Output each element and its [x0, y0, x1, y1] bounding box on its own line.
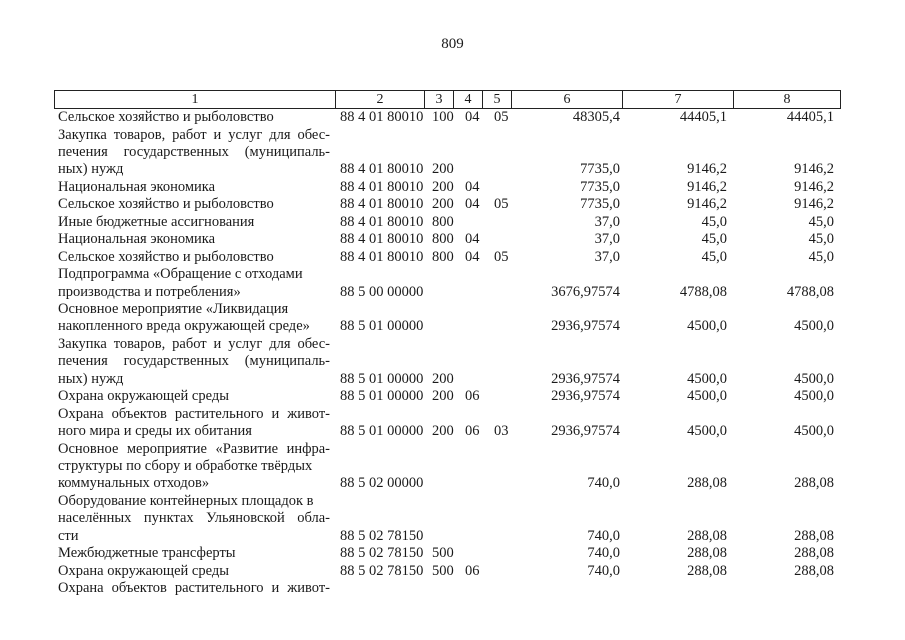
line-text: коммунальных отходов»	[58, 475, 210, 492]
expense-type-code: 200	[432, 388, 454, 405]
column-header-8: 8	[734, 91, 841, 109]
amount-col-8: 44405,1	[786, 109, 834, 125]
amount-col-6: 740,0	[587, 527, 620, 544]
table-row	[0, 178, 905, 196]
amount-col-8: 45,0	[808, 231, 834, 248]
line-text: Охрана окружающей среды	[58, 562, 229, 579]
amount-col-7: 288,08	[687, 475, 727, 492]
line-text: Охрана объектов растительного и живот-	[58, 580, 330, 597]
table-row	[0, 457, 905, 475]
amount-col-7: 9146,2	[687, 161, 727, 178]
expense-type-code: 800	[432, 248, 454, 265]
amount-col-6: 2936,97574	[551, 318, 620, 335]
section-code: 04	[465, 178, 480, 195]
line-text: Сельское хозяйство и рыболовство	[58, 109, 274, 125]
amount-col-8: 4500,0	[794, 388, 834, 405]
section-code: 06	[465, 562, 480, 579]
line-text: Основное мероприятие «Ликвидация	[58, 300, 289, 317]
line-text: накопленного вреда окружающей среде»	[58, 318, 310, 335]
table-row	[0, 143, 905, 161]
line-text: Межбюджетные трансферты	[58, 545, 236, 562]
amount-col-8: 45,0	[808, 248, 834, 265]
line-text: Охрана окружающей среды	[58, 388, 229, 405]
amount-col-6: 3676,97574	[551, 283, 620, 300]
amount-col-8: 288,08	[794, 545, 834, 562]
amount-col-8: 9146,2	[794, 178, 834, 195]
table-row	[0, 265, 905, 283]
table-row	[0, 283, 905, 301]
expense-type-code: 200	[432, 178, 454, 195]
section-code: 06	[465, 423, 480, 440]
line-text: Основное мероприятие «Развитие инфра-	[58, 440, 330, 457]
column-header-7: 7	[623, 91, 734, 109]
amount-col-6: 37,0	[594, 213, 620, 230]
table-row	[0, 126, 905, 144]
target-code: 88 4 01 80010	[340, 231, 424, 248]
amount-col-8: 288,08	[794, 562, 834, 579]
target-code: 88 5 02 78150	[340, 527, 424, 544]
amount-col-8: 288,08	[794, 475, 834, 492]
line-text: производства и потребления»	[58, 283, 241, 300]
target-code: 88 5 00 00000	[340, 283, 424, 300]
section-code: 04	[465, 109, 480, 125]
table-row	[0, 213, 905, 231]
amount-col-8: 4500,0	[794, 318, 834, 335]
amount-col-7: 4500,0	[687, 370, 727, 387]
table-row	[0, 579, 905, 597]
amount-col-7: 288,08	[687, 527, 727, 544]
expense-type-code: 800	[432, 231, 454, 248]
target-code: 88 4 01 80010	[340, 248, 424, 265]
target-code: 88 5 01 00000	[340, 388, 424, 405]
target-code: 88 5 02 78150	[340, 562, 424, 579]
table-row	[0, 422, 905, 440]
table-row	[0, 474, 905, 492]
target-code: 88 4 01 80010	[340, 196, 424, 213]
column-header-table	[54, 90, 841, 109]
target-code: 88 4 01 80010	[340, 109, 424, 125]
table-row	[0, 509, 905, 527]
amount-col-6: 37,0	[594, 248, 620, 265]
target-code: 88 5 01 00000	[340, 318, 424, 335]
target-code: 88 5 01 00000	[340, 423, 424, 440]
page-number: 809	[441, 36, 464, 52]
line-text: ных) нужд	[58, 370, 124, 387]
table-row	[0, 527, 905, 545]
table-row	[0, 300, 905, 318]
section-code: 06	[465, 388, 480, 405]
subsection-code: 05	[494, 109, 509, 125]
line-text: ных) нужд	[58, 161, 124, 178]
column-header-4: 4	[454, 91, 483, 109]
amount-col-7: 288,08	[687, 545, 727, 562]
subsection-code: 05	[494, 196, 509, 213]
section-code: 04	[465, 248, 480, 265]
table-row	[0, 195, 905, 213]
amount-col-6: 740,0	[587, 562, 620, 579]
amount-col-6: 7735,0	[580, 178, 620, 195]
column-header-2: 2	[336, 91, 425, 109]
column-header-6: 6	[512, 91, 623, 109]
table-row	[0, 248, 905, 266]
target-code: 88 4 01 80010	[340, 213, 424, 230]
target-code: 88 4 01 80010	[340, 178, 424, 195]
line-text: Охрана объектов растительного и живот-	[58, 405, 330, 422]
line-text: ного мира и среды их обитания	[58, 423, 252, 440]
table-row	[0, 492, 905, 510]
amount-col-7: 4788,08	[679, 283, 727, 300]
line-text: Национальная экономика	[58, 231, 216, 248]
line-text: Сельское хозяйство и рыболовство	[58, 196, 274, 213]
line-text: Закупка товаров, работ и услуг для обес-	[58, 126, 330, 143]
expense-type-code: 200	[432, 196, 454, 213]
line-text: структуры по сбору и обработке твёрдых	[58, 458, 313, 474]
amount-col-6: 740,0	[587, 545, 620, 562]
table-row	[0, 335, 905, 353]
subsection-code: 03	[494, 423, 509, 440]
table-row	[0, 352, 905, 370]
target-code: 88 5 02 78150	[340, 545, 424, 562]
amount-col-6: 2936,97574	[551, 370, 620, 387]
line-text: сти	[58, 527, 79, 544]
amount-col-7: 4500,0	[687, 423, 727, 440]
amount-col-7: 45,0	[701, 231, 727, 248]
table-row	[0, 230, 905, 248]
amount-col-7: 4500,0	[687, 388, 727, 405]
amount-col-8: 4500,0	[794, 423, 834, 440]
amount-col-7: 4500,0	[687, 318, 727, 335]
line-text: Национальная экономика	[58, 178, 216, 195]
section-code: 04	[465, 196, 480, 213]
amount-col-7: 45,0	[701, 213, 727, 230]
expense-type-code: 200	[432, 423, 454, 440]
section-code: 04	[465, 231, 480, 248]
amount-col-6: 48305,4	[572, 109, 620, 125]
line-text: населённых пунктах Ульяновской обла-	[58, 510, 330, 527]
target-code: 88 4 01 80010	[340, 161, 424, 178]
table-row	[0, 440, 905, 458]
amount-col-7: 9146,2	[687, 178, 727, 195]
table-row	[0, 160, 905, 178]
column-header-3: 3	[425, 91, 454, 109]
line-text: печения государственных (муниципаль-	[58, 143, 330, 160]
expense-type-code: 500	[432, 545, 454, 562]
expense-type-code: 100	[432, 109, 454, 125]
amount-col-7: 9146,2	[687, 196, 727, 213]
expense-type-code: 200	[432, 161, 454, 178]
table-row	[0, 370, 905, 388]
amount-col-7: 44405,1	[679, 109, 727, 125]
amount-col-8: 9146,2	[794, 161, 834, 178]
amount-col-8: 288,08	[794, 527, 834, 544]
line-text: печения государственных (муниципаль-	[58, 353, 330, 370]
table-row	[0, 562, 905, 580]
amount-col-7: 45,0	[701, 248, 727, 265]
amount-col-8: 4500,0	[794, 370, 834, 387]
column-header-row	[55, 91, 841, 109]
amount-col-6: 740,0	[587, 475, 620, 492]
amount-col-6: 2936,97574	[551, 388, 620, 405]
line-text: Закупка товаров, работ и услуг для обес-	[58, 335, 330, 352]
subsection-code: 05	[494, 248, 509, 265]
expense-type-code: 800	[432, 213, 454, 230]
table-row	[0, 317, 905, 335]
amount-col-8: 45,0	[808, 213, 834, 230]
line-text: Оборудование контейнерных площадок в	[58, 492, 314, 509]
line-text: Иные бюджетные ассигнования	[58, 213, 255, 230]
amount-col-6: 7735,0	[580, 196, 620, 213]
expense-type-code: 500	[432, 562, 454, 579]
amount-col-7: 288,08	[687, 562, 727, 579]
target-code: 88 5 01 00000	[340, 370, 424, 387]
amount-col-8: 4788,08	[786, 283, 834, 300]
column-header-5: 5	[483, 91, 512, 109]
expense-type-code: 200	[432, 370, 454, 387]
column-header-1: 1	[55, 91, 336, 109]
line-text: Сельское хозяйство и рыболовство	[58, 248, 274, 265]
table-row	[0, 108, 905, 126]
amount-col-8: 9146,2	[794, 196, 834, 213]
amount-col-6: 2936,97574	[551, 423, 620, 440]
target-code: 88 5 02 00000	[340, 475, 424, 492]
line-text: Подпрограмма «Обращение с отходами	[58, 266, 303, 282]
table-row	[0, 387, 905, 405]
table-row	[0, 544, 905, 562]
amount-col-6: 7735,0	[580, 161, 620, 178]
table-row	[0, 405, 905, 423]
amount-col-6: 37,0	[594, 231, 620, 248]
